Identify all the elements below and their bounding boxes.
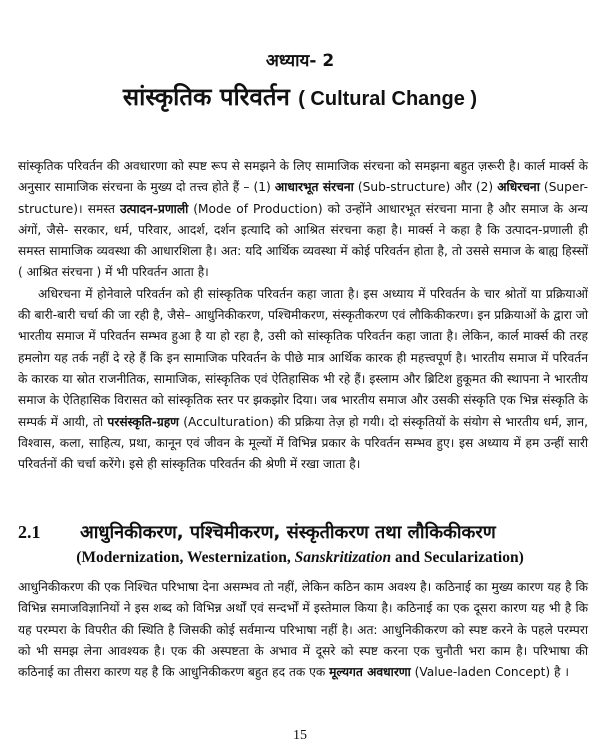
term-value-laden: मूल्यगत अवधारणा xyxy=(329,665,411,680)
paragraph-1 xyxy=(18,156,588,284)
para1-text-1: सांस्कृतिक परिवर्तन की अवधारणा को स्पष्ट रूप से समझने के लिए सामाजिक संरचना को समझना बहुत ज़रूरी है। कार्ल मार्क्स के अनुसार सामाजिक संरचना के मुख्य दो तत्त्व होते हैं – (1) xyxy=(18,159,588,195)
page-number: 15 xyxy=(293,728,307,743)
para1-text-2: (Sub-structure) और (2) xyxy=(353,180,498,195)
para1-text-3: (Super-structure)। समस्त xyxy=(18,180,589,216)
section-title-hindi: आधुनिकीकरण, पश्चिमीकरण, संस्कृतीकरण तथा लौकिकीकरण xyxy=(80,522,496,543)
para3-text-1: आधुनिकीकरण की एक निश्चित परिभाषा देना असम्भव तो नहीं, लेकिन कठिन काम अवश्य है। कठिनाई का मुख्य कारण यह है कि विभिन्न समाजविज्ञानियों ने इस शब्द को विभिन्न अर्थों एवं सन्दर्भों में इस्तेमाल किया है। कठिनाई का एक दूसरा कारण यह भी है कि यह परम्परा के विपरीत की स्थिति है जिसकी कोई सर्वमान्य परिभाषा नहीं है। अत: आधुनिकीकरण को स्पष्ट करने के पहले परम्परा को भी समझ लेना आवश्यक है। एक की अस्पष्टता के अभाव में दूसरे को स्पष्ट करना एक चुनौती भरा काम है। परिभाषा की कठिनाई का तीसरा कारण यह है कि आधुनिकीकरण बहुत हद तक एक xyxy=(18,580,588,680)
para1-text-4: (Mode of Production) को उन्होंने आधारभूत संरचना माना है और समाज के अन्य अंगों, जैसे- सरकार, धर्म, परिवार, आदर्श, दर्शन इत्यादि को आश्रित संरचना कहा है। मार्क्स ने कहा है कि उत्पादन-प्रणाली ही समस्त सामाजिक व्यवस्था की आधारशिला है। अत: यदि आर्थिक व्यवस्था में कोई परिवर्तन होता है, तो उससे समाज के बाह्य हिस्सों ( आश्रित संरचना ) में भी परिवर्तन आता है। xyxy=(18,201,588,280)
body-text-intro xyxy=(18,156,588,475)
term-super-structure: अधिरचना xyxy=(497,180,540,195)
chapter-title-hindi: सांस्कृतिक परिवर्तन xyxy=(122,83,290,111)
section-heading xyxy=(18,520,588,544)
term-sub-structure: आधारभूत संरचना xyxy=(274,180,354,195)
section-number: 2.1 xyxy=(18,522,41,542)
term-acculturation: परसंस्कृति-ग्रहण xyxy=(107,414,179,429)
para2-text-2: (Acculturation) की प्रक्रिया तेज़ हो गयी। दो संस्कृतियों के संयोग से भारतीय धर्म, ज्ञान, विश्वास, कला, साहित्य, प्रथा, कानून एवं जीवन के मूल्यों में विभिन्न प्रकार के परिवर्तन सम्भव हुए। इस अध्याय में हम उन्हीं सारी परिवर्तनों की चर्चा करेंगे। इसे ही सांस्कृतिक परिवर्तन की श्रेणी में रखा जाता है। xyxy=(18,414,588,472)
subheading-part-2: and Secularization) xyxy=(391,549,524,566)
subheading-italic-term: Sanskritization xyxy=(294,549,392,566)
subheading-part-1: (Modernization, Westernization, xyxy=(76,549,295,566)
paragraph-2 xyxy=(18,284,588,476)
para3-text-2: (Value-laden Concept) है । xyxy=(410,665,569,680)
body-text-section xyxy=(18,577,588,683)
chapter-label: अध्याय- 2 xyxy=(265,51,335,71)
term-mode-of-production: उत्पादन-प्रणाली xyxy=(119,201,189,216)
para2-text-1: अधिरचना में होनेवाले परिवर्तन को ही सांस्कृतिक परिवर्तन कहा जाता है। इस अध्याय में परिवर्तन के चार श्रोतों या प्रक्रियाओं की बारी-बारी चर्चा की जा रही है, जैसे– आधुनिकीकरण, पश्चिमीकरण, संस्कृतीकरण एवं लौकिकीकरण। इन प्रक्रियाओं के द्वारा जो भारतीय समाज में परिवर्तन सम्भव हुआ है या हो रहा है, उसी को सांस्कृतिक परिवर्तन कहा जाता है। लेकिन, कार्ल मार्क्स की तरह हमलोग यह तर्क नहीं दे रहे हैं कि इन सामाजिक परिवर्तन के पीछे मात्र आर्थिक कारक ही महत्त्वपूर्ण है। भारतीय समाज में परिवर्तन के कारक या स्रोत राजनीतिक, सामाजिक, सांस्कृतिक एवं ऐतिहासिक भी रहे हैं। इस्लाम और ब्रिटिश हुकूमत की स्थापना ने भारतीय समाज के ऐतिहासिक विरासत को सांस्कृतिक स्तर पर झकझोर दिया। जब भारतीय समाज और उसकी संस्कृति एक भिन्न संस्कृति के सम्पर्क में आयी, तो xyxy=(18,286,588,429)
chapter-title xyxy=(0,80,600,113)
section-subheading-english xyxy=(0,549,600,567)
chapter-title-english: ( Cultural Change ) xyxy=(298,88,478,110)
paragraph-3 xyxy=(18,577,588,683)
